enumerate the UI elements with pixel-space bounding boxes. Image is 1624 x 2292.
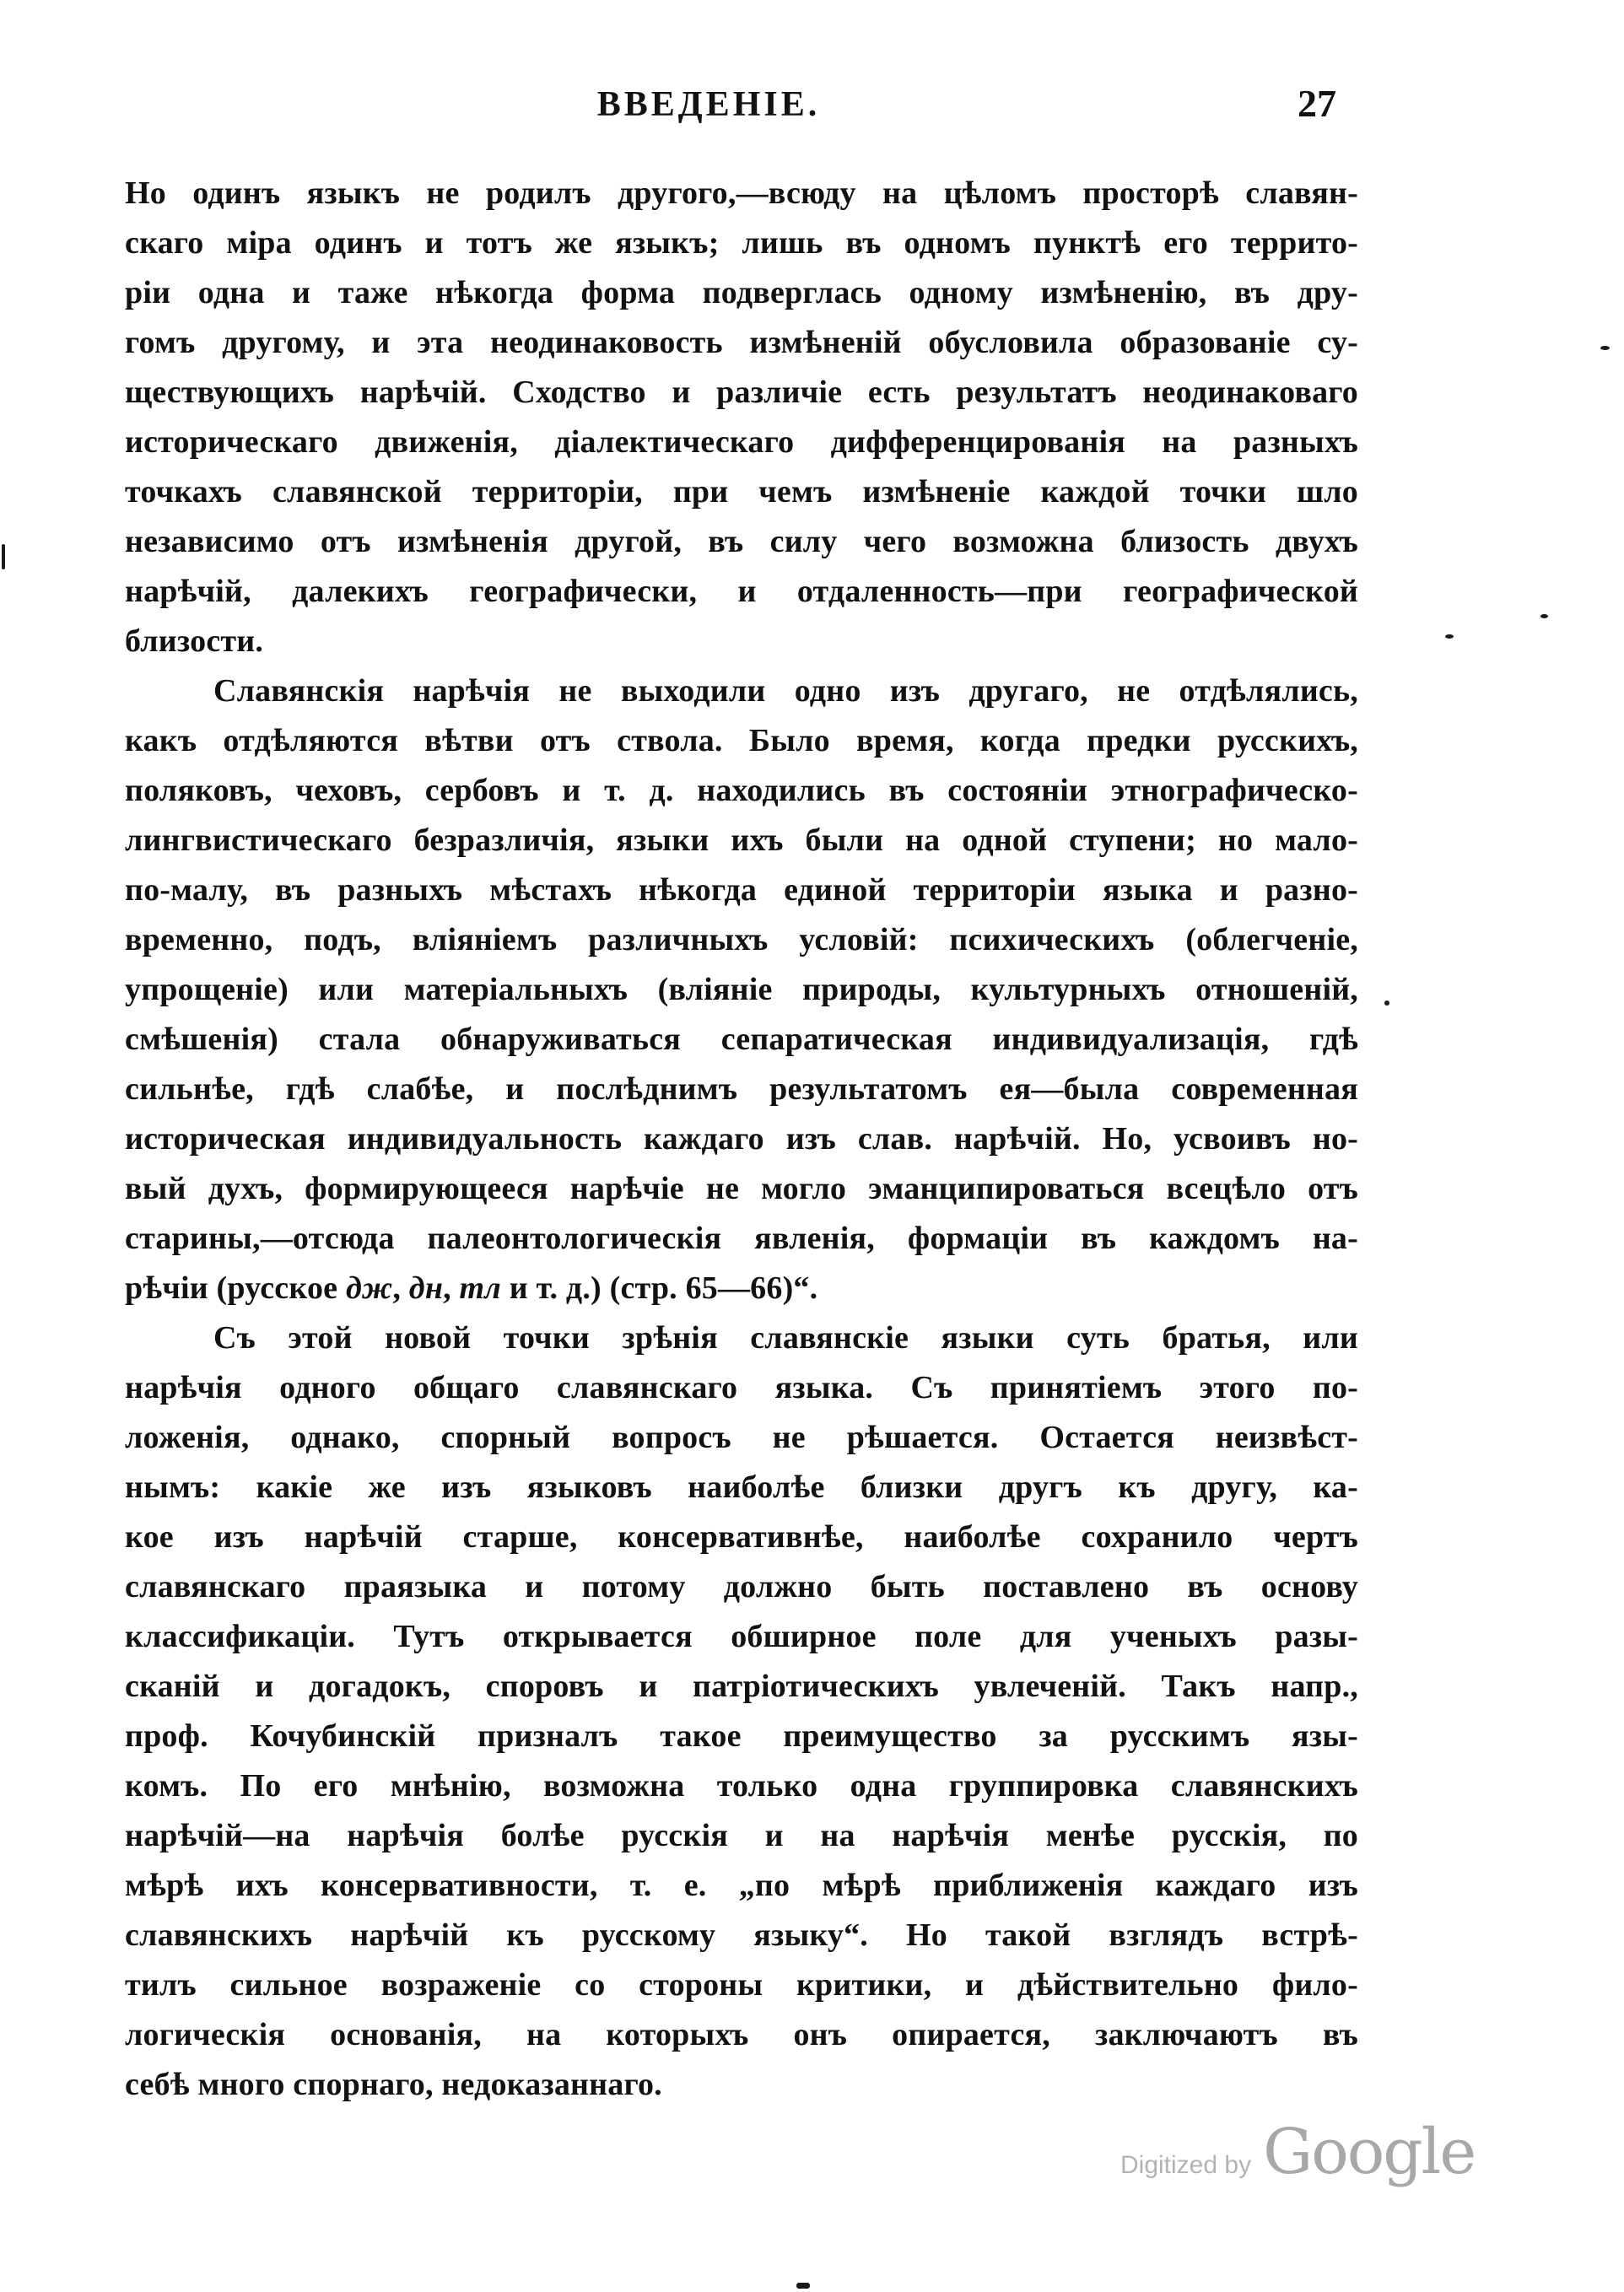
text-line: точкахъ славянской территоріи, при чемъ измѣненіе каждой точки шло	[125, 474, 1358, 510]
watermark-google-logo: Google	[1263, 2116, 1476, 2188]
text-segment: рѣчіи (русское	[125, 1270, 346, 1306]
text-line: поляковъ, чеховъ, сербовъ и т. д. находились въ состояніи этнографическо-	[125, 773, 1358, 808]
text-line: старины,—отсюда палеонтологическія явленія, формаціи въ каждомъ на-	[125, 1221, 1358, 1256]
scan-speck	[1445, 634, 1454, 639]
text-line: нарѣчій—на нарѣчія болѣе русскія и на нарѣчія менѣе русскія, по	[125, 1818, 1358, 1853]
page-number: 27	[1298, 82, 1336, 125]
text-line: временно, подъ, вліяніемъ различныхъ условій: психическихъ (облегченіе,	[125, 922, 1358, 957]
text-line: сканій и догадокъ, споровъ и патріотическихъ увлеченій. Такъ напр.,	[125, 1669, 1358, 1704]
text-line: какъ отдѣляются вѣтви отъ ствола. Было время, когда предки русскихъ,	[125, 723, 1358, 758]
text-segment: ,	[392, 1270, 409, 1306]
text-line: проф. Кочубинскій призналъ такое преимущество за русскимъ язы-	[125, 1718, 1358, 1754]
text-line: ществующихъ нарѣчій. Сходство и различіе есть результатъ неодинаковаго	[125, 375, 1358, 410]
text-line: нарѣчій, далекихъ географически, и отдаленность—при географической	[125, 574, 1358, 609]
text-line: славянскихъ нарѣчій къ русскому языку“. Но такой взглядъ встрѣ-	[125, 1917, 1358, 1953]
scan-speck	[1384, 1000, 1389, 1006]
italic-example: дж	[345, 1270, 393, 1306]
text-line: ложенія, однако, спорный вопросъ не рѣшается. Остается неизвѣст-	[125, 1420, 1358, 1455]
italic-example: дн	[408, 1270, 444, 1306]
text-line: мѣрѣ ихъ консервативности, т. е. „по мѣрѣ приближенія каждаго изъ	[125, 1868, 1358, 1903]
paragraph-3	[125, 1313, 1358, 2110]
text-line: Съ этой новой точки зрѣнія славянскіе языки суть братья, или	[213, 1320, 1358, 1356]
text-line: скаго міра одинъ и тотъ же языкъ; лишь въ одномъ пунктѣ его террито-	[125, 225, 1358, 261]
italic-example: тл	[459, 1270, 502, 1306]
text-line: сильнѣе, гдѣ слабѣе, и послѣднимъ результатомъ ея—была современная	[125, 1071, 1358, 1107]
text-line: смѣшенія) стала обнаруживаться сепаратическая индивидуализація, гдѣ	[125, 1022, 1358, 1057]
page-title: ВВЕДЕНІЕ.	[596, 85, 821, 124]
text-line: нымъ: какіе же изъ языковъ наиболѣе близки другъ къ другу, ка-	[125, 1470, 1358, 1505]
text-line: близости.	[125, 623, 264, 659]
text-line: нарѣчія одного общаго славянскаго языка. Съ принятіемъ этого по-	[125, 1370, 1358, 1405]
watermark	[1120, 2116, 1475, 2188]
paragraph-1	[125, 169, 1358, 666]
text-line: историческаго движенія, діалектическаго дифференцированія на разныхъ	[125, 424, 1358, 460]
scan-edge-mark	[2, 544, 5, 569]
text-line: комъ. По его мнѣнію, возможна только одна группировка славянскихъ	[125, 1768, 1358, 1804]
watermark-prefix: Digitized by	[1120, 2151, 1252, 2179]
text-line: классификаціи. Тутъ открывается обширное поле для ученыхъ разы-	[125, 1619, 1358, 1654]
text-line: себѣ много спорнаго, недоказаннаго.	[125, 2067, 662, 2102]
text-line: кое изъ нарѣчій старше, консервативнѣе, наиболѣе сохранило чертъ	[125, 1519, 1358, 1555]
scan-speck	[1600, 346, 1610, 350]
text-line	[125, 1264, 1358, 1313]
text-line: лингвистическаго безразличія, языки ихъ были на одной ступени; но мало-	[125, 822, 1358, 858]
scan-speck	[796, 2283, 810, 2289]
text-line: независимо отъ измѣненія другой, въ силу чего возможна близость двухъ	[125, 524, 1358, 559]
text-line: ріи одна и таже нѣкогда форма подверглась одному измѣненію, въ дру-	[125, 275, 1358, 310]
scan-speck	[1540, 614, 1548, 618]
text-line: упрощеніе) или матеріальныхъ (вліяніе природы, культурныхъ отношеній,	[125, 972, 1358, 1007]
text-segment: ,	[443, 1270, 460, 1306]
body-text	[125, 169, 1358, 2110]
text-line: логическія основанія, на которыхъ онъ опирается, заключаютъ въ	[125, 2017, 1358, 2052]
text-line: Но одинъ языкъ не родилъ другого,—всюду на цѣломъ просторѣ славян-	[125, 175, 1358, 211]
text-line: вый духъ, формирующееся нарѣчіе не могло эманципироваться всецѣло отъ	[125, 1171, 1358, 1206]
text-line: Славянскія нарѣчія не выходили одно изъ другаго, не отдѣлялись,	[213, 673, 1358, 709]
paragraph-2	[125, 666, 1358, 1313]
text-line: тилъ сильное возраженіе со стороны критики, и дѣйствительно фило-	[125, 1967, 1358, 2003]
text-line: гомъ другому, и эта неодинаковость измѣненій обусловила образованіе су-	[125, 325, 1358, 360]
text-line: по-малу, въ разныхъ мѣстахъ нѣкогда единой территоріи языка и разно-	[125, 872, 1358, 908]
text-line: историческая индивидуальность каждаго изъ слав. нарѣчій. Но, усвоивъ но-	[125, 1121, 1358, 1157]
text-line: славянскаго праязыка и потому должно быть поставлено въ основу	[125, 1569, 1358, 1604]
text-segment: и т. д.) (стр. 65—66)“.	[501, 1270, 818, 1306]
